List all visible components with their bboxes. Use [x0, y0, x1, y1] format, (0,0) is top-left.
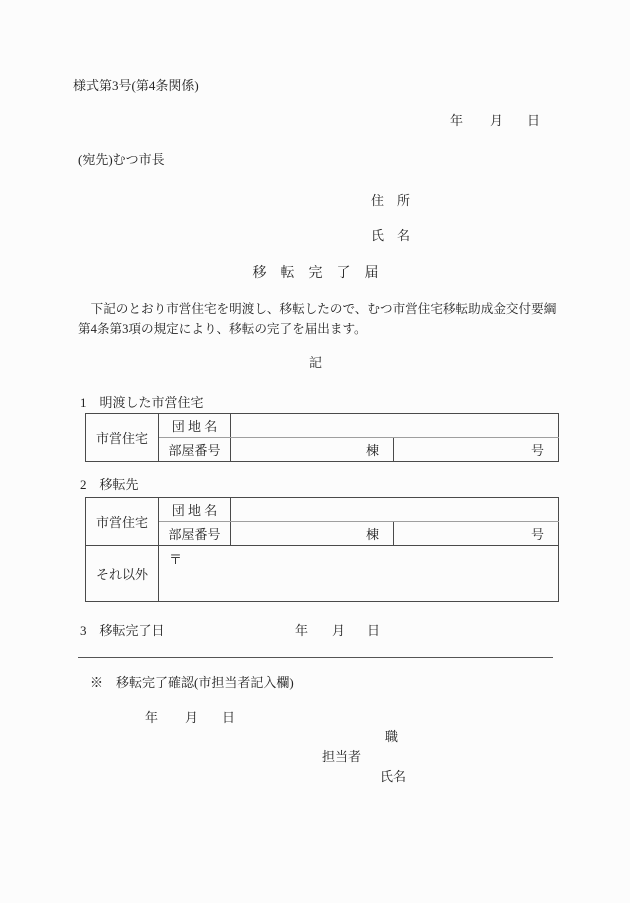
estate-name-label: 団 地 名: [159, 414, 231, 438]
room-unit-cell: 号: [394, 438, 559, 462]
staff-date-day-label: 日: [222, 710, 236, 725]
submission-date-day-label: 日: [527, 113, 541, 128]
vacated-housing-table: [85, 413, 559, 462]
staff-date-month-label: 月: [185, 710, 199, 725]
staff-confirmation-note: ※ 移転完了確認(市担当者記入欄): [90, 675, 294, 690]
section3-heading: 3 移転完了日: [80, 623, 165, 638]
submission-date-year-label: 年: [450, 113, 464, 128]
document-title: 移 転 完 了 届: [252, 266, 379, 281]
staff-label: 担当者: [322, 749, 362, 764]
estate-name-input-area: [231, 498, 559, 522]
staff-name-label: 氏名: [380, 769, 407, 784]
completion-date-year-label: 年: [295, 623, 309, 638]
other-address-input-area: [159, 546, 559, 602]
section1-heading: 1 明渡した市営住宅: [80, 395, 204, 410]
building-unit-cell: 棟: [231, 438, 394, 462]
applicant-address-label: 住 所: [371, 193, 411, 208]
section2-heading: 2 移転先: [80, 477, 139, 492]
body-text-line2: 第4条第3項の規定により、移転の完了を届出ます。: [78, 322, 367, 336]
housing-category-cell: 市営住宅: [86, 414, 159, 462]
room-unit-cell: 号: [394, 522, 559, 546]
other-destination-label: それ以外: [86, 546, 159, 602]
separator-rule: [78, 657, 553, 658]
submission-date-month-label: 月: [490, 113, 504, 128]
estate-name-input-area: [231, 414, 559, 438]
room-number-label: 部屋番号: [159, 438, 231, 462]
record-mark: 記: [308, 355, 322, 370]
staff-date-year-label: 年: [145, 710, 159, 725]
building-unit-cell: 棟: [231, 522, 394, 546]
staff-position-label: 職: [385, 729, 399, 744]
completion-date-month-label: 月: [332, 623, 346, 638]
applicant-name-label: 氏 名: [371, 228, 411, 243]
estate-name-label: 団 地 名: [159, 498, 231, 522]
completion-date-day-label: 日: [367, 623, 381, 638]
destination-table: [85, 497, 559, 602]
postal-code-mark: 〒: [169, 552, 183, 567]
addressee: (宛先)むつ市長: [78, 152, 165, 167]
housing-category-cell: 市営住宅: [86, 498, 159, 546]
form-number: 様式第3号(第4条関係): [73, 78, 199, 93]
body-text-line1: 下記のとおり市営住宅を明渡し、移転したので、むつ市営住宅移転助成金交付要綱: [90, 302, 557, 316]
room-number-label: 部屋番号: [159, 522, 231, 546]
